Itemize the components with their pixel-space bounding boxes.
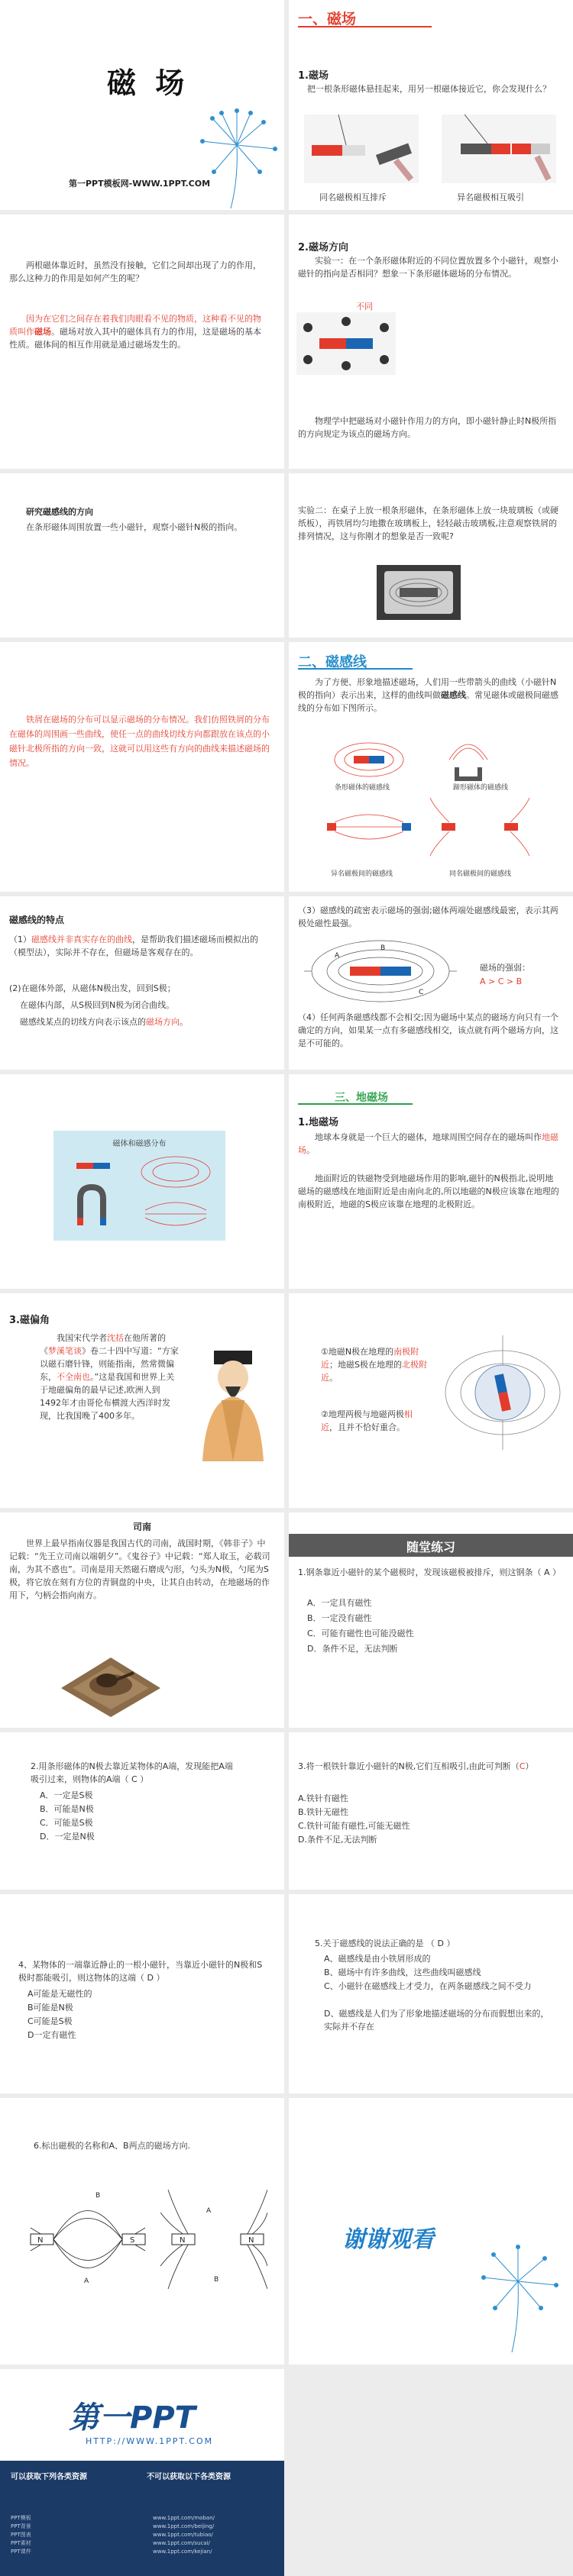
paragraph-text: 为了方便、形象地描述磁场，人们用一些带箭头的曲线（小磁针N极的指向）表示出来，这样的曲线叫做	[298, 677, 557, 700]
shen-kuo-portrait	[191, 1347, 275, 1461]
resource-list	[153, 2514, 215, 2556]
brand-url[interactable]: HTTP://WWW.1PPT.COM	[86, 2436, 214, 2446]
slide-sinan[interactable]	[0, 1512, 284, 1728]
option: C可能是S极	[28, 2016, 73, 2026]
slide-title[interactable]	[0, 0, 284, 210]
list-item[interactable]: PPT模板	[11, 2515, 31, 2521]
option: B可能是N极	[28, 2003, 73, 2013]
paragraph: 世界上最早指南仪器是我国古代的司南，战国时期，《韩非子》中记载：“先王立司南以端朝夕”。《鬼谷子》中记载：“郑人取玉，必载司南，为其不惑也”。司南是用天然磁石磨成勺形，勺头为N极，勺尾为S极，将它放在刻有方位的青铜盘的中央，让其自由转动，在地磁场的作用下，勺柄会指向南方。	[9, 1538, 270, 1600]
paragraph: 铁屑在磁场的分布可以显示磁场的分布情况。我们仿照铁屑的分布在磁体的周围画一些曲线，使任一点的曲线切线方向都跟放在该点的小磁针北极所指的方向一致，这就可以用这些有方向的曲线来描述磁场的情况。	[9, 715, 270, 768]
svg-text:A: A	[335, 952, 340, 960]
option: A.铁针有磁性	[298, 1793, 348, 1803]
paragraph: 物理学中把磁场对小磁针作用力的方向，即小磁针静止时N极所指的方向规定为该点的磁场方向。	[298, 416, 557, 439]
term-magnetic-field: 磁场	[34, 327, 51, 337]
book-title: 梦溪笔谈	[48, 1346, 82, 1356]
slide-practice-6[interactable]	[0, 2098, 284, 2365]
slide-earth-poles[interactable]	[289, 1293, 573, 1508]
section-title: 二、磁感线	[298, 654, 367, 670]
paragraph-text: 。	[329, 1373, 338, 1383]
option: B.铁针无磁性	[298, 1807, 349, 1817]
paragraph	[298, 676, 562, 715]
answer: C	[519, 1761, 526, 1771]
info-panel	[0, 2461, 284, 2576]
point-label: B	[96, 2192, 101, 2200]
svg-text:C: C	[419, 989, 424, 996]
paragraph-text: 。	[180, 1017, 188, 1027]
question: 6.标出磁极的名称和A、B两点的磁场方向.	[34, 2141, 191, 2151]
list-item[interactable]: www.1ppt.com/sucai/	[153, 2540, 210, 2546]
panel-heading: 不可以获取以下各类资源	[147, 2473, 231, 2481]
list-item[interactable]: PPT素材	[11, 2540, 31, 2546]
slide-earth-field[interactable]	[289, 1074, 573, 1289]
pole-label: N	[180, 2236, 186, 2245]
question-text: ）	[525, 1761, 534, 1771]
paragraph-text: 在他所著的《	[40, 1333, 166, 1356]
slide-iron-filings[interactable]	[0, 642, 284, 892]
resource-list	[11, 2514, 31, 2556]
magnet-lines-image	[61, 1149, 218, 1237]
iron-filings-image	[377, 565, 461, 620]
paragraph	[20, 1015, 272, 1028]
answer-label: 不同	[356, 302, 373, 312]
list-item[interactable]: www.1ppt.com/beijing/	[153, 2523, 215, 2529]
slide-heading: 随堂练习	[406, 1540, 455, 1554]
field-lines-figures	[327, 737, 533, 865]
paragraph-text: 地球本身就是一个巨大的磁体，地球周围空间存在的磁场叫作	[315, 1132, 542, 1142]
list-item[interactable]: www.1ppt.com/kejian/	[153, 2549, 212, 2555]
paragraph-text: ②地理两极与地磁两极	[321, 1409, 404, 1419]
slide-magnetic-field[interactable]	[289, 0, 573, 210]
slide-practice-5[interactable]	[289, 1894, 573, 2093]
highlight-text: 磁场方向	[146, 1017, 180, 1027]
slide-practice-3[interactable]	[289, 1732, 573, 1890]
figure-caption: 蹄形磁体的磁感线	[453, 784, 509, 792]
panel-heading: 可以获取下列各类资源	[11, 2473, 87, 2481]
list-item[interactable]: www.1ppt.com/moban/	[153, 2515, 215, 2521]
option: A、磁感线是由小铁屑形成的	[324, 1954, 431, 1964]
list-marker: （1）	[9, 935, 31, 944]
paragraph-text: 磁感线某点的切线方向表示该点的	[20, 1017, 146, 1027]
slide-line-density[interactable]	[289, 896, 573, 1070]
figure-caption: 同名磁极间的磁感线	[449, 870, 512, 878]
slide-field-lines[interactable]	[289, 642, 573, 892]
paragraph-text: ，是帮助我们描述磁场而模拟出的（模型法），实际并不存在，但磁场是客观存在的。	[9, 935, 258, 957]
highlight-text: 因为在它们之间存在着我们肉眼看不见的物质，这种看不见的物质叫作	[9, 314, 261, 337]
page-title: 磁 场	[107, 66, 189, 100]
paragraph: 把一根条形磁体悬挂起来，用另一根磁体接近它，你会发现什么？	[307, 84, 551, 94]
paragraph-text: 。常见磁体或磁极间磁感线的分布如下图所示。	[298, 690, 558, 713]
caption: 同名磁极相互排斥	[319, 192, 387, 202]
slide-practice-1[interactable]	[289, 1512, 573, 1728]
highlight-text: 不全南也	[57, 1372, 90, 1382]
option: A．一定具有磁性	[307, 1598, 372, 1608]
paragraph: 实验一：在一个条形磁体附近的不同位置放置多个小磁针，观察小磁针的指向是否相同？想象一下条形磁体磁场的分布情况。	[298, 256, 558, 279]
brand-logo: 第一PPT	[69, 2400, 196, 2436]
question: 4、某物体的一端靠近静止的一根小磁针，当靠近小磁针的N极和S极时都能吸引，则这物体的这端（ D ）	[18, 1960, 263, 1983]
paragraph-text: 。”这是我国和世界上关于地磁偏角的最早记述,欧洲人到1492年才由哥伦布横渡大西洋时发现，比我国晚了400多年。	[40, 1372, 175, 1421]
highlight-text: 北极附近	[321, 1360, 427, 1383]
question: 1.钢条靠近小磁针的某个磁极时，发现该磁极被排斥，则这钢条（ A ）	[298, 1567, 562, 1577]
slide-study-lines[interactable]	[0, 473, 284, 638]
figure-caption: 异名磁极间的磁感线	[331, 870, 393, 878]
question: 2.用条形磁体的N极去靠近某物体的A端，发现能把A端吸引过来，则物体的A端（ C ）	[31, 1761, 233, 1784]
slide-line-features[interactable]	[0, 896, 284, 1070]
highlight-text: 南极附近	[321, 1347, 419, 1370]
paragraph	[298, 1131, 562, 1157]
paragraph	[321, 1408, 428, 1434]
option: A．一定是S极	[40, 1790, 93, 1800]
paragraph: 实验二：在桌子上放一根条形磁体，在条形磁体上放一块玻璃板（或硬纸板），再铁屑均匀地撒在玻璃板上，轻轻敲击玻璃板,注意观察铁屑的排列情况，这与你刚才的想象是否一致呢?	[298, 505, 558, 541]
title-banner	[289, 1534, 573, 1557]
pole-label: S	[130, 2236, 135, 2245]
option: D.条件不足,无法判断	[298, 1835, 377, 1845]
list-item[interactable]: PPT背景	[11, 2523, 31, 2529]
magnet-attract-image	[442, 115, 556, 183]
paragraph-text: 。	[306, 1145, 315, 1155]
magnet-repel-image	[304, 115, 419, 183]
section-title: 三、地磁场	[335, 1092, 388, 1104]
slide-footer[interactable]	[0, 2369, 284, 2576]
paragraph: 两根磁体靠近时，虽然没有接触，它们之间却出现了力的作用，那么这种力的作用是如何产生的呢？	[9, 260, 261, 283]
site-label: 第一PPT模板网-WWW.1PPT.COM	[69, 179, 211, 189]
point-label: A	[84, 2277, 89, 2285]
paragraph-text: ，且并不恰好重合。	[329, 1422, 405, 1432]
list-item[interactable]: PPT图表	[11, 2532, 31, 2538]
paragraph: (2)在磁体外部，从磁体N极出发，回到S极；	[9, 983, 176, 993]
highlight-text: 相近	[321, 1409, 413, 1432]
diagram-label: A > C > B	[480, 976, 523, 986]
paragraph-text: 》卷二十四中写道：“方家以磁石磨针锋，则能指南，然常微偏东，	[40, 1346, 179, 1382]
slide-magnet-diagram[interactable]	[0, 1074, 284, 1289]
slide-thanks[interactable]	[289, 2098, 573, 2365]
paragraph: 地面附近的铁磁物受到地磁场作用的影响,磁针的N极指北,说明地磁场的磁感线在地面附近是由南向北的,所以地磁的N极应该靠在地理的南极附近，地磁的S极应该靠在地理的北极附近。	[298, 1173, 559, 1209]
option: D．一定是N极	[40, 1832, 95, 1842]
slide-field-direction[interactable]	[289, 215, 573, 469]
pole-label: N	[37, 2236, 44, 2245]
diagram-title: 磁体和磁感分布	[112, 1140, 167, 1148]
paragraph: 在条形磁体周围放置一些小磁针，观察小磁针N极的指向。	[26, 522, 243, 532]
paragraph: 在磁体内部，从S极回到N极为闭合曲线。	[20, 1000, 175, 1010]
slide-experiment-two[interactable]	[289, 473, 573, 638]
dandelion-icon	[472, 2243, 564, 2354]
question: 5.关于磁感线的说法正确的是 （ D ）	[315, 1938, 455, 1948]
slide-practice-4[interactable]	[0, 1894, 284, 2093]
list-item[interactable]: PPT课件	[11, 2549, 31, 2555]
earth-field-diagram	[442, 1332, 564, 1454]
paragraph-text: 。磁场对放入其中的磁体具有力的作用，这是磁场的基本性质。磁体间的相互作用就是通过磁场发生的。	[9, 327, 261, 350]
paragraph	[40, 1332, 181, 1422]
sinan-image	[53, 1635, 168, 1719]
option: D、磁感线是人们为了形象地描述磁场的分布而假想出来的，实际并不存在	[324, 2009, 549, 2032]
slide-field-intro[interactable]	[0, 215, 284, 469]
thanks-text: 谢谢观看	[342, 2226, 434, 2253]
person-name: 沈括	[107, 1333, 124, 1343]
pole-label: N	[248, 2236, 254, 2245]
option: B．可能是N极	[40, 1804, 94, 1814]
option: D一定有磁性	[28, 2030, 76, 2040]
slide-heading: 研究磁感线的方向	[26, 507, 93, 517]
paragraph-text: ；地磁S极在地理的	[329, 1360, 402, 1370]
paragraph-text: 我国宋代学者	[57, 1333, 107, 1343]
subheading: 1.磁场	[298, 70, 329, 82]
diagram-label: 磁场的强弱：	[480, 963, 530, 973]
subheading: 2.磁场方向	[298, 242, 348, 253]
option: C.铁针可能有磁性,可能无磁性	[298, 1821, 410, 1831]
option: C．可能是S极	[40, 1818, 93, 1828]
slide-practice-2[interactable]	[0, 1732, 284, 1890]
svg-text:B: B	[380, 944, 386, 952]
point-label: A	[206, 2207, 212, 2215]
term-field-line: 磁感线	[441, 690, 466, 700]
paragraph: （3）磁感线的疏密表示磁场的强弱;磁体两端处磁感线最密，表示其两极处磁性最强。	[298, 905, 558, 928]
paragraph	[9, 312, 269, 351]
option: C、小磁针在磁感线上才受力，在两条磁感线之间不受力	[324, 1981, 532, 1991]
dandelion-icon	[183, 107, 283, 210]
figure-caption: 条形磁体的磁感线	[335, 784, 390, 792]
option: A可能是无磁性的	[28, 1989, 92, 1999]
compass-magnet-image	[296, 312, 396, 375]
point-label: B	[214, 2276, 219, 2284]
term-earth-field: 地磁场	[298, 1132, 558, 1155]
slide-heading: 磁感线的特点	[9, 915, 65, 925]
pole-exercise-diagram	[23, 2182, 267, 2297]
question	[298, 1760, 558, 1773]
paragraph-text: ①地磁N极在地理的	[321, 1347, 394, 1357]
highlight-text: 磁感线并非真实存在的曲线	[31, 935, 132, 944]
option: B．一定没有磁性	[307, 1613, 372, 1623]
caption: 异名磁极相互吸引	[457, 192, 524, 202]
diagram-panel	[53, 1131, 225, 1241]
paragraph	[321, 1345, 428, 1384]
subheading: 3.磁偏角	[9, 1315, 50, 1326]
subheading: 1.地磁场	[298, 1117, 338, 1128]
paragraph: （4）任何两条磁感线都不会相交;因为磁场中某点的磁场方向只有一个确定的方向，如果某一点有多磁感线相交，该点就有两个磁场方向，这是不可能的。	[298, 1012, 558, 1048]
option: B、磁场中有许多曲线，这些曲线叫磁感线	[324, 1968, 481, 1977]
section-title: 一、磁场	[298, 11, 357, 27]
option: C．可能有磁性也可能没磁性	[307, 1629, 414, 1638]
slide-declination[interactable]	[0, 1293, 284, 1508]
list-item[interactable]: www.1ppt.com/tubiao/	[153, 2532, 213, 2538]
option: D．条件不足，无法判断	[307, 1644, 398, 1654]
slide-heading: 司南	[132, 1522, 151, 1532]
paragraph	[9, 933, 273, 959]
question-text: 3.将一根铁针靠近小磁针的N极,它们互相吸引,由此可判断（	[298, 1761, 520, 1771]
density-diagram	[304, 935, 457, 1007]
